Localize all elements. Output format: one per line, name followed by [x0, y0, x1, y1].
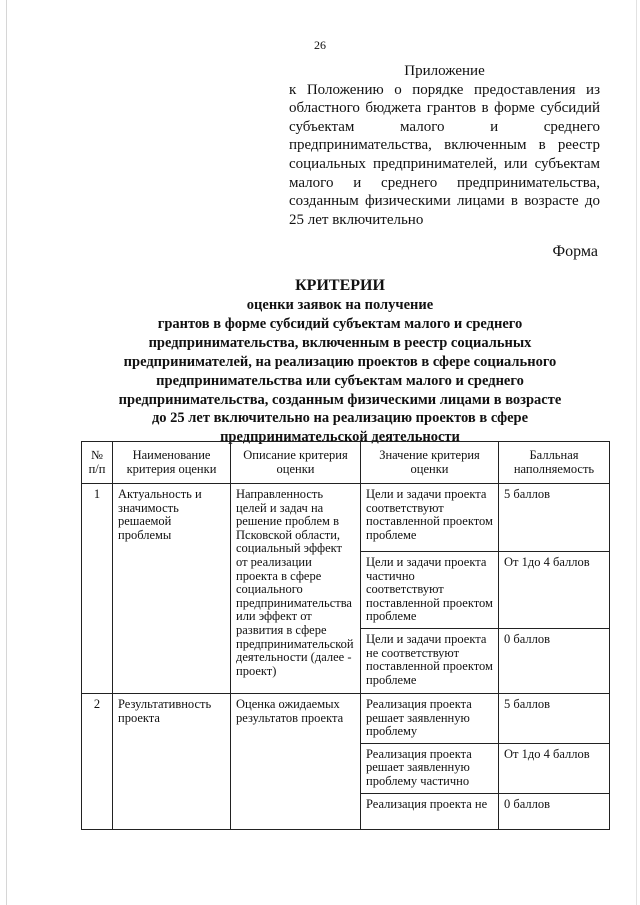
criterion-value: Реализация проекта решает заявленную проблему: [361, 693, 499, 743]
page-edge-left: [6, 0, 7, 905]
title-line: предпринимательства, включенным в реестр социальных: [148, 334, 532, 351]
title-line: предпринимателей, на реализацию проектов в сфере социального: [123, 353, 557, 370]
criterion-value: Цели и задачи проекта соответствуют поставленной проектом проблеме: [361, 484, 499, 552]
criterion-score: От 1до 4 баллов: [499, 743, 610, 793]
column-header: № п/п: [82, 442, 113, 484]
column-header: Описание критерия оценки: [231, 442, 361, 484]
column-header: Балльная наполняемость: [499, 442, 610, 484]
page-edge-right: [636, 0, 637, 905]
table-row: [82, 693, 610, 743]
criterion-value: Цели и задачи проекта частично соответствуют поставленной проектом проблеме: [361, 552, 499, 629]
criterion-name: Актуальность и значимость решаемой проблемы: [113, 484, 231, 694]
criteria-table: [81, 441, 610, 830]
criterion-score: 0 баллов: [499, 628, 610, 693]
table-header-row: [82, 442, 610, 484]
title-line: грантов в форме субсидий субъектам малого и среднего: [157, 315, 523, 332]
title-main: КРИТЕРИИ: [295, 277, 385, 294]
appendix-heading: Приложение: [404, 63, 485, 79]
document-title: [80, 276, 600, 447]
criterion-description: Направленность целей и задач на решение проблем в Псковской области, социальный эффект от реализации проекта в сфере социального предпринимательства или эффект от развития в сфере предпринимательской деятельности (далее - проект): [231, 484, 361, 694]
criterion-score: 5 баллов: [499, 484, 610, 552]
title-line: оценки заявок на получение: [246, 297, 434, 313]
title-line: предпринимательской деятельности: [220, 429, 460, 446]
column-header: Наименование критерия оценки: [113, 442, 231, 484]
title-line: предпринимательства или субъектам малого и среднего: [156, 372, 524, 389]
criterion-number: 2: [82, 693, 113, 829]
appendix-text: к Положению о порядке предоставления из областного бюджета грантов в форме субсидий субъектам малого и среднего предпринимательства, включенным в реестр социальных предпринимателей, или субъектам малого и среднего предпринимательства, созданным физическими лицами в возрасте до 25 лет включительно: [289, 81, 600, 228]
criterion-number: 1: [82, 484, 113, 694]
page-number: 26: [314, 38, 326, 52]
table-row: [82, 484, 610, 552]
title-line: до 25 лет включительно на реализацию проектов в сфере: [151, 410, 529, 427]
criterion-score: От 1до 4 баллов: [499, 552, 610, 629]
criterion-description: Оценка ожидаемых результатов проекта: [231, 693, 361, 829]
criterion-score: 0 баллов: [499, 793, 610, 829]
appendix-block: [289, 62, 600, 229]
criterion-name: Результативность проекта: [113, 693, 231, 829]
title-line: предпринимательства, созданным физическими лицами в возрасте: [118, 391, 562, 408]
criterion-value: Цели и задачи проекта не соответствуют поставленной проектом проблеме: [361, 628, 499, 693]
criterion-value: Реализация проекта решает заявленную проблему частично: [361, 743, 499, 793]
column-header: Значение критерия оценки: [361, 442, 499, 484]
criterion-value: Реализация проекта не: [361, 793, 499, 829]
criterion-score: 5 баллов: [499, 693, 610, 743]
form-label: Форма: [552, 243, 598, 260]
